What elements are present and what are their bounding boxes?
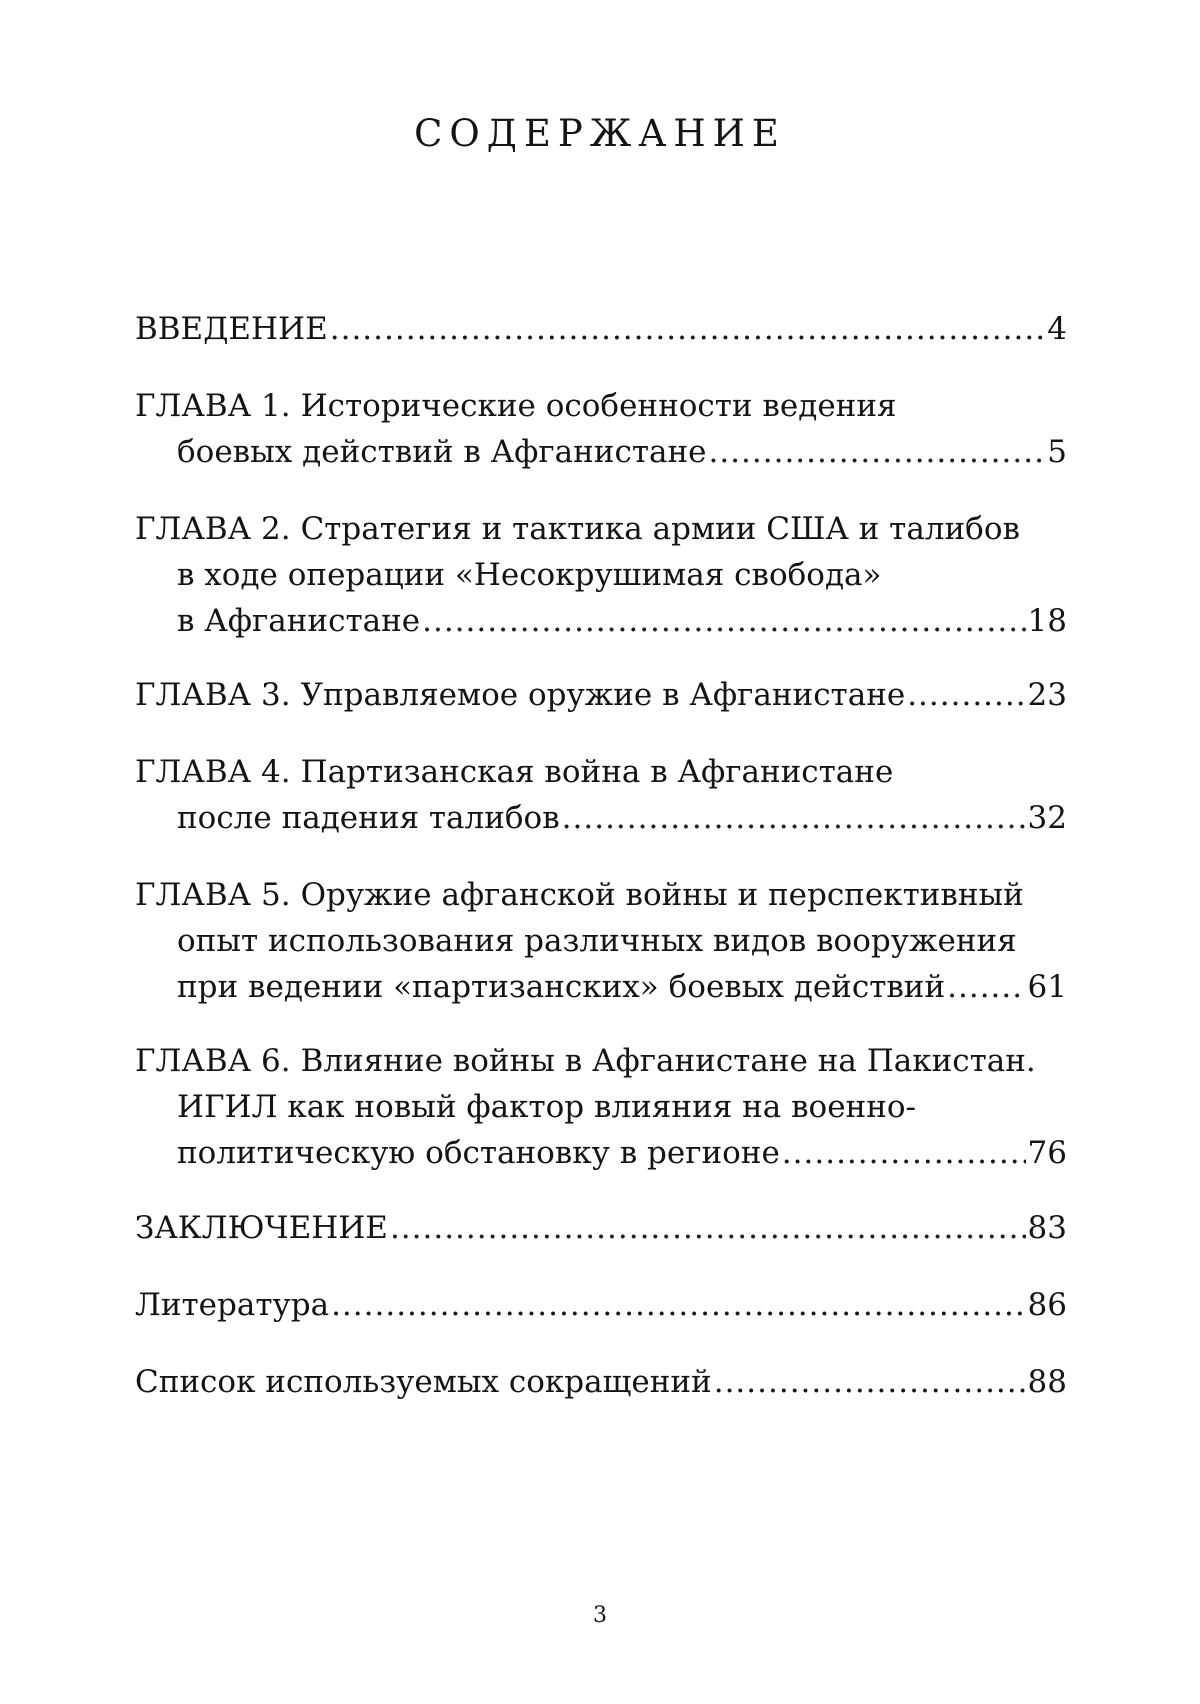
toc-page-number: 83 [1027,1210,1067,1246]
chapter-title-line: Исторические особенности ведения [300,388,897,424]
toc-entry-label: ЗАКЛЮЧЕНИЕ [135,1210,388,1246]
chapter-title-line: политическую обстановку в регионе [177,1135,780,1171]
dot-leader [331,1282,1025,1328]
dot-leader [782,1130,1026,1176]
chapter-title-line: Влияние войны в Афганистане на Пакистан. [300,1043,1036,1079]
toc-entry-chapter-1[interactable] [135,383,1067,475]
chapter-title-line: Оружие афганской войны и перспективный [300,877,1024,913]
chapter-number: ГЛАВА 6. [135,1043,291,1079]
dot-leader [907,672,1025,718]
chapter-title-line: опыт использования различных видов вооружения [177,923,1017,959]
toc-entry-label: ВВЕДЕНИЕ [135,311,328,347]
page-number: 3 [593,1603,607,1628]
chapter-title-line: при ведении «партизанских» боевых действий [177,969,946,1005]
toc-page-number: 86 [1027,1287,1067,1323]
toc-entry-chapter-4[interactable] [135,749,1067,841]
chapter-title-line: Стратегия и тактика армии США и талибов [300,511,1020,547]
toc-page-number: 88 [1027,1364,1067,1400]
chapter-title-line: Партизанская война в Афганистане [300,754,894,790]
chapter-number: ГЛАВА 5. [135,877,291,913]
toc-page-number: 5 [1047,434,1067,470]
toc-entry-conclusion[interactable] [135,1205,1067,1251]
toc-entry-introduction[interactable] [135,306,1067,352]
toc-entry-label: Литература [135,1287,330,1323]
toc-page-number: 76 [1027,1135,1067,1171]
chapter-number: ГЛАВА 3. [135,677,291,713]
chapter-title-line: в Афганистане [177,603,421,639]
toc-entry-chapter-6[interactable] [135,1038,1067,1176]
chapter-number: ГЛАВА 2. [135,511,291,547]
dot-leader [330,306,1046,352]
toc-entry-chapter-2[interactable] [135,506,1067,644]
dot-leader [714,1359,1026,1405]
toc-page-number: 18 [1027,603,1067,639]
toc-entry-chapter-3[interactable] [135,672,1067,718]
toc-page-number: 61 [1027,969,1067,1005]
dot-leader [947,964,1025,1010]
toc-entry-label: Список используемых сокращений [135,1364,712,1400]
dot-leader [562,795,1026,841]
toc-entry-chapter-5[interactable] [135,872,1067,1010]
chapter-title-line: боевых действий в Афганистане [177,434,707,470]
toc-entry-literature[interactable] [135,1282,1067,1328]
toc-page-number: 4 [1047,311,1067,347]
chapter-title-line: в ходе операции «Несокрушимая свобода» [177,557,882,593]
dot-leader [422,598,1025,644]
toc-page-number: 23 [1027,677,1067,713]
chapter-number: ГЛАВА 1. [135,388,291,424]
dot-leader [708,429,1045,475]
dot-leader [390,1205,1026,1251]
toc-page-number: 32 [1027,800,1067,836]
chapter-title-line: ИГИЛ как новый фактор влияния на военно- [177,1089,917,1125]
toc-entry-abbreviations[interactable] [135,1359,1067,1405]
chapter-title-line: после падения талибов [177,800,560,836]
chapter-number: ГЛАВА 4. [135,754,291,790]
page-title: СОДЕРЖАНИЕ [414,112,786,155]
chapter-title-line: Управляемое оружие в Афганистане [300,677,906,713]
